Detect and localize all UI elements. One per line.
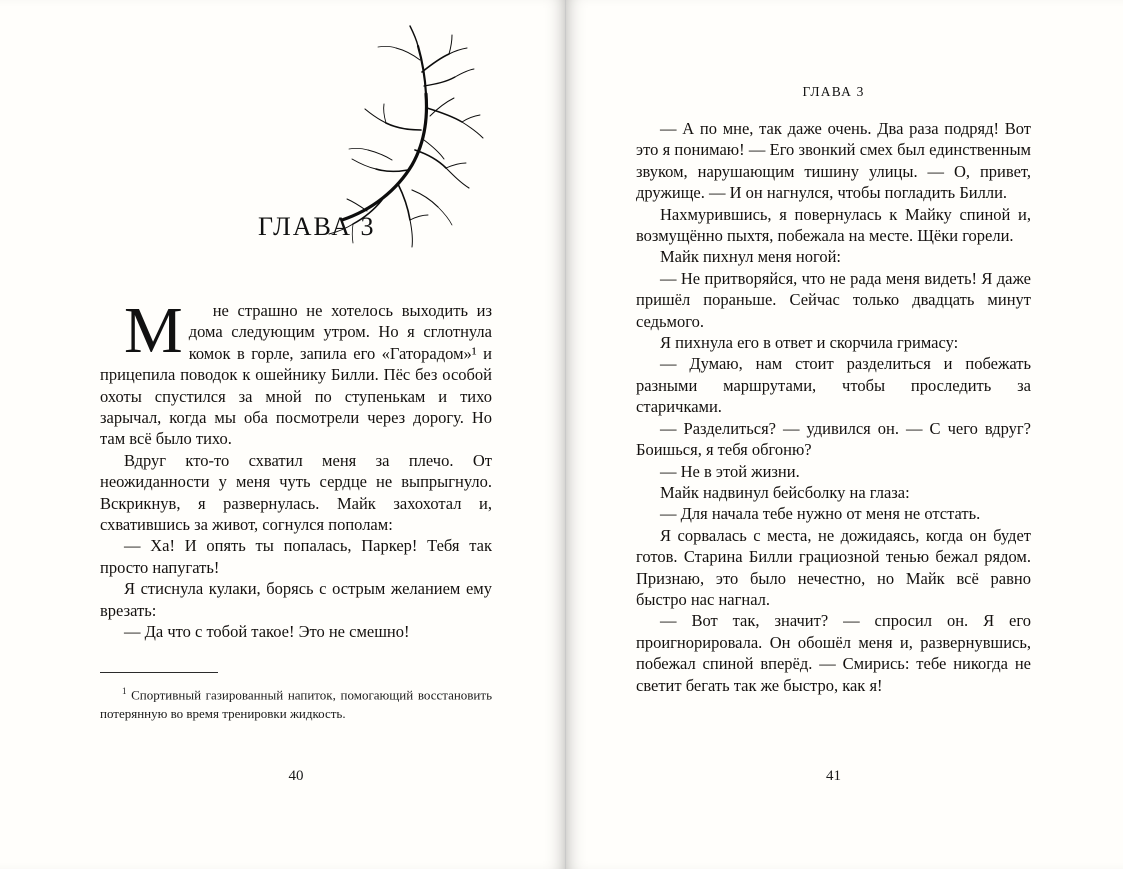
paragraph: Нахмурившись, я повернулась к Майку спиной и, возмущённо пыхтя, побежала на месте. Щёки горели. — [636, 204, 1031, 246]
chapter-header — [100, 0, 492, 300]
left-page-body — [100, 294, 492, 643]
paragraph-text: не страшно не хотелось выходить из дома следующим утром. Но я сглотнула комок в горле, запила его «Гаторадом»¹ и прицепила поводок к ошейнику Билли. Пёс без особой охоты спустился за мной по ступенькам и тихо зарычал, когда мы оба посмотрели через дорогу. Но там всё было тихо. — [100, 301, 492, 449]
paragraph: Я пихнула его в ответ и скорчила гримасу: — [660, 333, 959, 353]
right-page-body — [636, 118, 1031, 696]
paragraph-dialogue: — Ха! И опять ты попалась, Паркер! Тебя так просто напугать! — [100, 536, 492, 577]
paragraph-dialogue: — Для начала тебе нужно от меня не отстать. — [660, 504, 981, 524]
paragraph-dialogue: — Не в этой жизни. — [660, 461, 800, 481]
right-page-content — [636, 0, 1031, 869]
right-page — [566, 0, 1123, 869]
paragraph-opening — [100, 294, 492, 450]
paragraph-dialogue: — Да что с тобой такое! Это не смешно! — [124, 622, 410, 642]
drop-cap: М — [124, 294, 183, 367]
paragraph-dialogue: — Думаю, нам стоит разделиться и побежать разными маршрутами, чтобы проследить за старичками. — [636, 354, 1031, 417]
paragraph: Майк пихнул меня ногой: — [660, 247, 842, 267]
page-number-left: 40 — [288, 768, 304, 784]
paragraph: Майк надвинул бейсболку на глаза: — [660, 482, 910, 502]
footnote-body: Спортивный газированный напиток, помогающий восстановить потерянную во время тренировки жидкость. — [100, 687, 493, 721]
paragraph-dialogue: — Не притворяйся, что не рада меня видеть! Я даже пришёл пораньше. Сейчас только двадцать минут седьмого. — [636, 268, 1031, 331]
paragraph: Я сорвалась с места, не дожидаясь, когда он будет готов. Старина Билли грациозной тенью бежал рядом. Признаю, это было нечестно, но Майк всё равно быстро нас нагнал. — [636, 525, 1031, 609]
footnote-text — [100, 682, 492, 723]
chapter-title: ГЛАВА 3 — [258, 212, 376, 241]
paragraph: Вдруг кто-то схватил меня за плечо. От неожиданности у меня чуть сердце не выпрыгнуло. Вскрикнув, я развернулась. Майк захохотал и, схватившись за живот, согнулся пополам: — [100, 450, 492, 535]
paragraph-dialogue: — А по мне, так даже очень. Два раза подряд! Вот это я понимаю! — Его звонкий смех был единственным звуком, нарушающим тишину улицы. — О, привет, дружище. — И он нагнулся, чтобы погладить Билли. — [636, 119, 1031, 203]
paragraph-dialogue: — Вот так, значит? — спросил он. Я его проигнорировала. Он обошёл меня и, развернувшись, побежал спиной вперёд. — Смирись: тебе никогда не светит бегать так же быстро, как я! — [636, 611, 1031, 695]
running-head: ГЛАВА 3 — [802, 84, 865, 99]
paragraph: Я стиснула кулаки, борясь с острым желанием ему врезать: — [100, 579, 492, 620]
paragraph-dialogue: — Разделиться? — удивился он. — С чего вдруг? Боишься, я тебя обгоню? — [636, 418, 1031, 460]
footnote-divider — [100, 672, 218, 673]
footnote-block — [100, 672, 492, 723]
left-page-content — [100, 0, 492, 869]
footnote-marker: 1 — [122, 686, 127, 696]
page-number-right: 41 — [826, 768, 841, 784]
